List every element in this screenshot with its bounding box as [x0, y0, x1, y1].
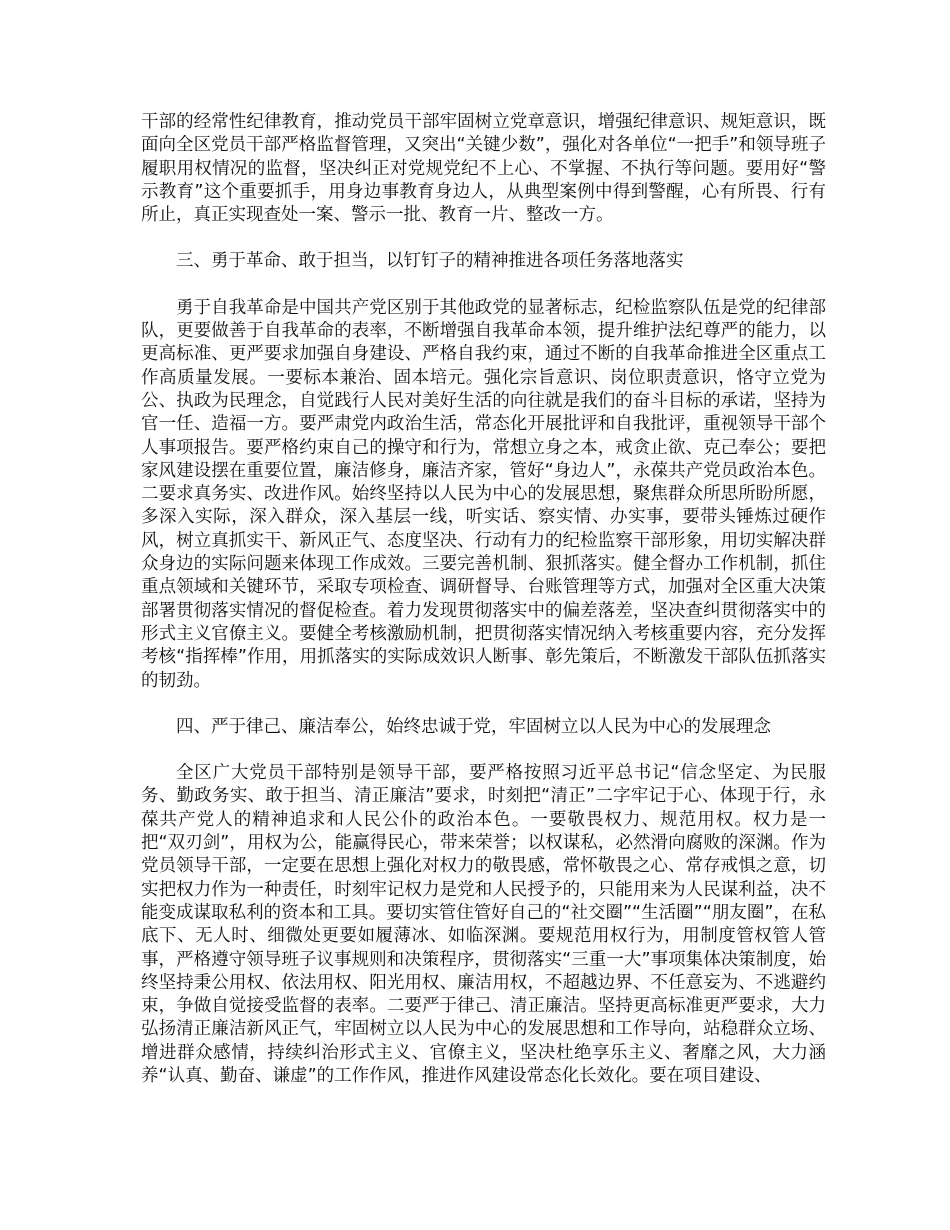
- document-body: [141, 111, 826, 1088]
- section-heading: 三、勇于革命、敢于担当，以钉钉子的精神推进各项任务落地落实: [176, 251, 684, 272]
- paragraph-spacer: [141, 739, 826, 762]
- body-paragraph: 干部的经常性纪律教育，推动党员干部牢固树立党章意识，增强纪律意识、规矩意识，既面向全区党员干部严格监督管理，又突出“关键少数”，强化对各单位“一把手”和领导班子履职用权情况的监督，坚决纠正对党规党纪不上心、不掌握、不执行等问题。要用好“警示教育”这个重要抓手，用身边事教育身边人，从典型案例中得到警醒，心有所畏、行有所止，真正实现查处一案、警示一批、教育一片、整改一方。: [141, 112, 826, 226]
- body-paragraph: 勇于自我革命是中国共产党区别于其他政党的显著标志，纪检监察队伍是党的纪律部队，更要做善于自我革命的表率，不断增强自我革命本领，提升维护法纪尊严的能力，以更高标准、更严要求加强自身建设、严格自我约束，通过不断的自我革命推进全区重点工作高质量发展。一要标本兼治、固本培元。强化宗旨意识、岗位职责意识，恪守立党为公、执政为民理念，自觉践行人民对美好生活的向往就是我们的奋斗目标的承诺，坚持为官一任、造福一方。要严肃党内政治生活，常态化开展批评和自我批评，重视领导干部个人事项报告。要严格约束自己的操守和行为，常想立身之本，戒贪止欲、克己奉公；要把家风建设摆在重要位置，廉洁修身，廉洁齐家，管好“身边人”，永葆共产党员政治本色。二要求真务实、改进作风。始终坚持以人民为中心的发展思想，聚焦群众所思所盼所愿，多深入实际，深入群众，深入基层一线，听实话、察实情、办实事，要带头锤炼过硬作风，树立真抓实干、新风正气、态度坚决、行动有力的纪检监察干部形象，用切实解决群众身边的实际问题来体现工作成效。三要完善机制、狠抓落实。健全督办工作机制，抓住重点领域和关键环节，采取专项检查、调研督导、台账管理等方式，加强对全区重大决策部署贯彻落实情况的督促检查。着力发现贯彻落实中的偏差落差，坚决查纠贯彻落实中的形式主义官僚主义。要健全考核激励机制，把贯彻落实情况纳入考核重要内容，充分发挥考核“指挥棒”作用，用抓落实的实际成效识人断事、彰先策后，不断激发干部队伍抓落实的韧劲。: [141, 297, 826, 691]
- body-paragraph: 全区广大党员干部特别是领导干部，要严格按照习近平总书记“信念坚定、为民服务、勤政务实、敢于担当、清正廉洁”要求，时刻把“清正”二字牢记于心、体现于行，永葆共产党人的精神追求和人民公仆的政治本色。一要敬畏权力、规范用权。权力是一把“双刃剑”，用权为公，能赢得民心，带来荣誉；以权谋私，必然滑向腐败的深渊。作为党员领导干部，一定要在思想上强化对权力的敬畏感，常怀敬畏之心、常存戒惧之意，切实把权力作为一种责任，时刻牢记权力是党和人民授予的，只能用来为人民谋利益，决不能变成谋取私利的资本和工具。要切实管住管好自己的“社交圈”“生活圈”“朋友圈”，在私底下、无人时、细微处更要如履薄冰、如临深渊。要规范用权行为，用制度管权管人管事，严格遵守领导班子议事规则和决策程序，贯彻落实“三重一大”事项集体决策制度，始终坚持秉公用权、依法用权、阳光用权、廉洁用权，不超越边界、不任意妄为、不逃避约束，争做自觉接受监督的表率。二要严于律己、清正廉洁。坚持更高标准更严要求，大力弘扬清正廉洁新风正气，牢固树立以人民为中心的发展思想和工作导向，站稳群众立场、增进群众感情，持续纠治形式主义、官僚主义，坚决杜绝享乐主义、奢靡之风，大力涵养“认真、勤奋、谦虚”的工作作风，推进作风建设常态化长效化。要在项目建设、: [141, 763, 826, 1086]
- section-heading: 四、严于律己、廉洁奉公，始终忠诚于党，牢固树立以人民为中心的发展理念: [176, 716, 771, 737]
- paragraph-spacer: [141, 227, 826, 250]
- paragraph-spacer: [141, 693, 826, 716]
- paragraph-spacer: [141, 274, 826, 297]
